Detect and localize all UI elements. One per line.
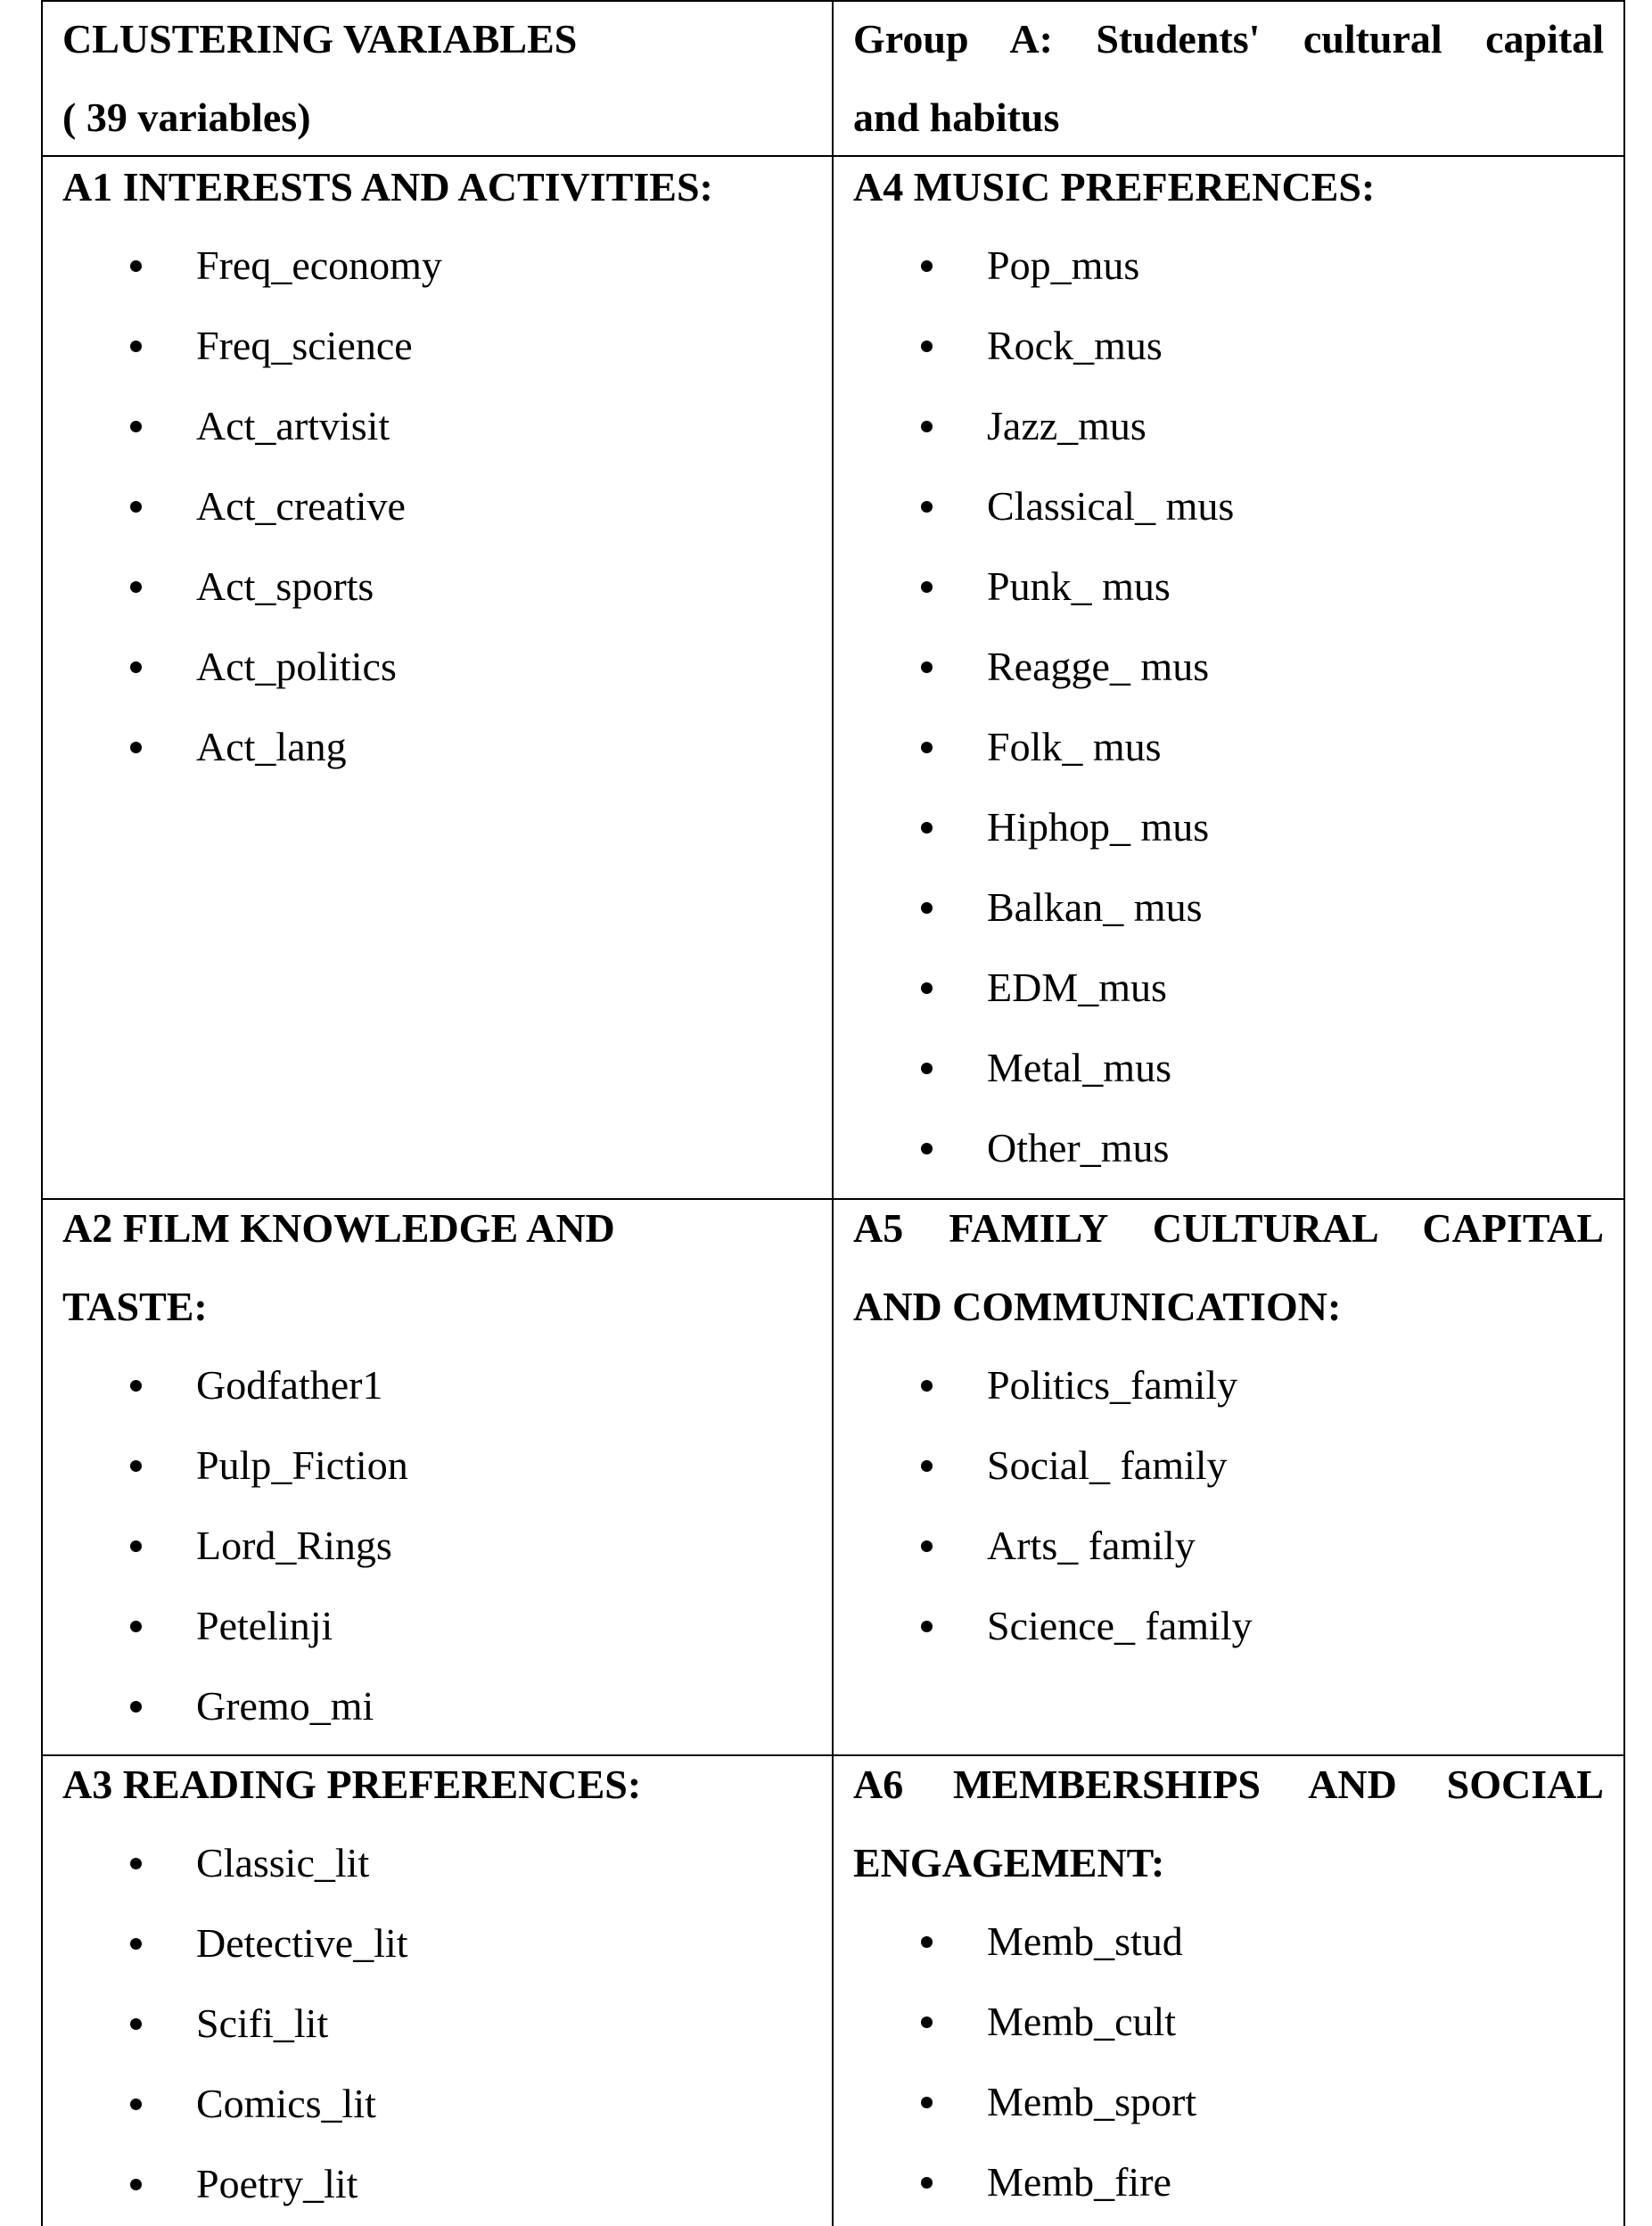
bullet-icon (921, 2017, 933, 2028)
list-item (62, 1824, 793, 1904)
bullet-icon (921, 1936, 933, 1948)
list-item (853, 949, 1604, 1029)
list-item-text: Act_politics (196, 644, 397, 689)
list-item-text: Act_lang (196, 724, 347, 769)
section-a5-title-line1: A5 FAMILY CULTURAL CAPITAL (853, 1205, 1604, 1251)
list-item-text: Lord_Rings (196, 1523, 392, 1568)
section-a4 (853, 148, 1604, 1189)
list-item-text: Jazz_mus (987, 403, 1147, 448)
list-item-text: Poetry_lit (196, 2161, 358, 2206)
list-item (62, 387, 793, 467)
bullet-icon (921, 421, 933, 432)
list-item-text: Balkan_ mus (987, 884, 1203, 930)
bullet-icon (921, 742, 933, 753)
section-a2 (62, 1189, 793, 1747)
list-item (853, 307, 1604, 387)
section-a4-title: A4 MUSIC PREFERENCES: (853, 164, 1376, 209)
bullet-icon (130, 1460, 142, 1472)
header-right-line2: and habitus (853, 94, 1060, 140)
section-a4-list (853, 226, 1604, 1189)
list-item-text: Gremo_mi (196, 1683, 374, 1729)
list-item-text: Folk_ mus (987, 724, 1162, 769)
list-item (853, 628, 1604, 708)
header-left-heading (62, 0, 793, 157)
header-right-line1: Group A: Students' cultural capital (853, 16, 1604, 62)
list-item (62, 307, 793, 387)
list-item (853, 1426, 1604, 1507)
list-item-text: Science_ family (987, 1603, 1253, 1648)
bullet-icon (130, 421, 142, 432)
list-item-text: Comics_lit (196, 2081, 376, 2126)
list-item-text: Freq_economy (196, 242, 442, 288)
bullet-icon (130, 2179, 142, 2190)
bullet-icon (130, 1858, 142, 1869)
header-left-line2: ( 39 variables) (62, 94, 311, 140)
bullet-icon (130, 2018, 142, 2030)
bullet-icon (130, 661, 142, 673)
bullet-icon (130, 1380, 142, 1392)
list-item-text: Metal_mus (987, 1045, 1171, 1090)
bullet-icon (921, 1621, 933, 1632)
section-a2-title (62, 1189, 793, 1346)
list-item-text: Godfather1 (196, 1362, 383, 1408)
header-left-cell (62, 0, 793, 157)
bullet-icon (921, 1063, 933, 1074)
section-a6-list (853, 1902, 1604, 2223)
list-item-text: Memb_stud (987, 1918, 1183, 1964)
section-a5-title-line2: AND COMMUNICATION: (853, 1284, 1342, 1329)
list-item (853, 1029, 1604, 1109)
bullet-icon (921, 1460, 933, 1472)
section-a1-list (62, 226, 793, 788)
section-a6-title-line1: A6 MEMBERSHIPS AND SOCIAL (853, 1762, 1604, 1807)
list-item-text: Classic_lit (196, 1840, 370, 1885)
list-item (853, 1902, 1604, 1983)
section-a3 (62, 1745, 793, 2225)
list-item-text: Pulp_Fiction (196, 1442, 408, 1488)
bullet-icon (921, 1380, 933, 1392)
list-item (853, 2143, 1604, 2223)
bullet-icon (921, 822, 933, 834)
section-a6 (853, 1745, 1604, 2223)
section-a2-title-line1: A2 FILM KNOWLEDGE AND (62, 1205, 615, 1251)
list-item-text: Pop_mus (987, 242, 1140, 288)
list-item-text: Petelinji (196, 1603, 333, 1648)
bullet-icon (921, 1540, 933, 1552)
list-item-text: Arts_ family (987, 1523, 1196, 1568)
header-right-heading (853, 0, 1604, 157)
section-a5 (853, 1189, 1604, 1667)
list-item-text: Act_creative (196, 483, 406, 529)
bullet-icon (130, 260, 142, 272)
list-item-text: Act_artvisit (196, 403, 390, 448)
bullet-icon (130, 501, 142, 513)
list-item-text: Reagge_ mus (987, 644, 1210, 689)
list-item-text: Memb_fire (987, 2159, 1171, 2205)
bullet-icon (130, 1540, 142, 1552)
list-item (62, 1346, 793, 1426)
list-item-text: Politics_family (987, 1362, 1238, 1408)
list-item-text: EDM_mus (987, 965, 1167, 1010)
section-a6-title (853, 1745, 1604, 1902)
list-item (853, 226, 1604, 307)
list-item (62, 226, 793, 307)
list-item (853, 1507, 1604, 1587)
bullet-icon (921, 501, 933, 513)
bullet-icon (130, 1621, 142, 1632)
list-item (62, 2065, 793, 2145)
section-a3-title: A3 READING PREFERENCES: (62, 1762, 642, 1807)
list-item-text: Scifi_lit (196, 2000, 329, 2046)
bullet-icon (921, 2177, 933, 2189)
list-item (853, 1983, 1604, 2063)
section-a2-title-line2: TASTE: (62, 1284, 208, 1329)
list-item (62, 547, 793, 628)
list-item-text: Act_sports (196, 563, 374, 609)
section-a2-list (62, 1346, 793, 1747)
bullet-icon (921, 1143, 933, 1154)
bullet-icon (921, 260, 933, 272)
bullet-icon (130, 341, 142, 352)
bullet-icon (130, 581, 142, 593)
section-a1-title: A1 INTERESTS AND ACTIVITIES: (62, 164, 713, 209)
list-item-text: Social_ family (987, 1442, 1228, 1488)
list-item-text: Detective_lit (196, 1920, 408, 1966)
bullet-icon (130, 1701, 142, 1713)
list-item (62, 1507, 793, 1587)
list-item-text: Memb_cult (987, 1999, 1177, 2044)
list-item (853, 868, 1604, 949)
bullet-icon (921, 581, 933, 593)
list-item-text: Freq_science (196, 323, 413, 368)
bullet-icon (921, 902, 933, 914)
section-a5-title (853, 1189, 1604, 1346)
list-item (853, 1109, 1604, 1189)
list-item-text: Other_mus (987, 1125, 1170, 1170)
list-item (62, 1426, 793, 1507)
section-a5-list (853, 1346, 1604, 1667)
bullet-icon (130, 2099, 142, 2110)
list-item-text: Memb_sport (987, 2079, 1197, 2124)
list-item-text: Rock_mus (987, 323, 1163, 368)
section-a3-list (62, 1824, 793, 2225)
list-item (62, 2145, 793, 2225)
header-right-cell (853, 0, 1604, 157)
bullet-icon (130, 742, 142, 753)
list-item-text: Classical_ mus (987, 483, 1235, 529)
list-item (62, 708, 793, 788)
bullet-icon (921, 2097, 933, 2108)
list-item (853, 547, 1604, 628)
list-item (853, 467, 1604, 547)
list-item (853, 387, 1604, 467)
list-item (853, 2063, 1604, 2143)
header-left-line1: CLUSTERING VARIABLES (62, 16, 578, 62)
bullet-icon (921, 661, 933, 673)
list-item (62, 1904, 793, 1984)
list-item-text: Hiphop_ mus (987, 804, 1210, 850)
list-item (62, 1667, 793, 1747)
bullet-icon (921, 982, 933, 994)
table-column-divider (832, 0, 834, 2226)
list-item (62, 628, 793, 708)
list-item-text: Punk_ mus (987, 563, 1171, 609)
list-item (62, 1587, 793, 1667)
list-item (853, 1587, 1604, 1667)
bullet-icon (921, 341, 933, 352)
list-item (62, 1984, 793, 2065)
section-a6-title-line2: ENGAGEMENT: (853, 1840, 1165, 1885)
list-item (853, 788, 1604, 868)
list-item (62, 467, 793, 547)
list-item (853, 1346, 1604, 1426)
list-item (853, 708, 1604, 788)
bullet-icon (130, 1938, 142, 1950)
section-a1 (62, 148, 793, 788)
